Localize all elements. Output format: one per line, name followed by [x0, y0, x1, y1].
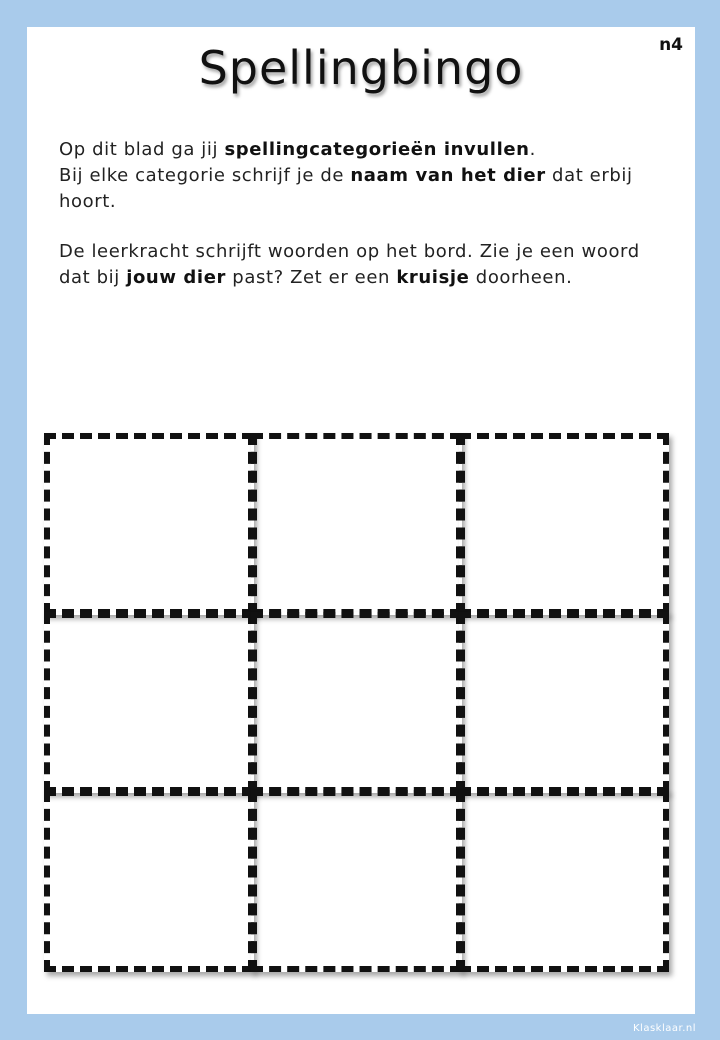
bingo-cell[interactable] [44, 433, 254, 615]
instruction-emphasis: kruisje [396, 267, 470, 288]
instruction-text: Bij elke categorie schrijf je de [59, 165, 351, 186]
bingo-cell[interactable] [44, 790, 254, 972]
instruction-text: Op dit blad ga jij [59, 139, 225, 160]
bingo-cell[interactable] [251, 433, 461, 615]
instruction-text: De leerkracht schrijft woorden op het bord. Zie je een woord dat bij [59, 241, 640, 288]
instruction-emphasis: jouw dier [126, 267, 226, 288]
instruction-emphasis: spellingcategorieën invullen [224, 139, 530, 160]
bingo-cell[interactable] [251, 790, 461, 972]
bingo-cell[interactable] [459, 612, 669, 794]
instruction-text: doorheen. [469, 267, 573, 288]
bingo-cell[interactable] [251, 612, 461, 794]
instruction-text: dat erbij hoort. [59, 165, 633, 212]
bingo-cell[interactable] [44, 612, 254, 794]
instructions [59, 137, 649, 315]
instruction-text: past? Zet er een [225, 267, 397, 288]
footer-credit: Klasklaar.nl [633, 1023, 696, 1034]
instruction-paragraph-2 [59, 239, 649, 291]
page-title: Spellingbingo [198, 41, 524, 95]
bingo-grid [44, 433, 666, 969]
bingo-cell[interactable] [459, 790, 669, 972]
level-badge: n4 [659, 35, 683, 55]
instruction-text: . [529, 139, 536, 160]
instruction-emphasis: naam van het dier [350, 165, 546, 186]
instruction-paragraph-1 [59, 137, 649, 215]
bingo-cell[interactable] [459, 433, 669, 615]
worksheet-page [27, 27, 695, 1014]
